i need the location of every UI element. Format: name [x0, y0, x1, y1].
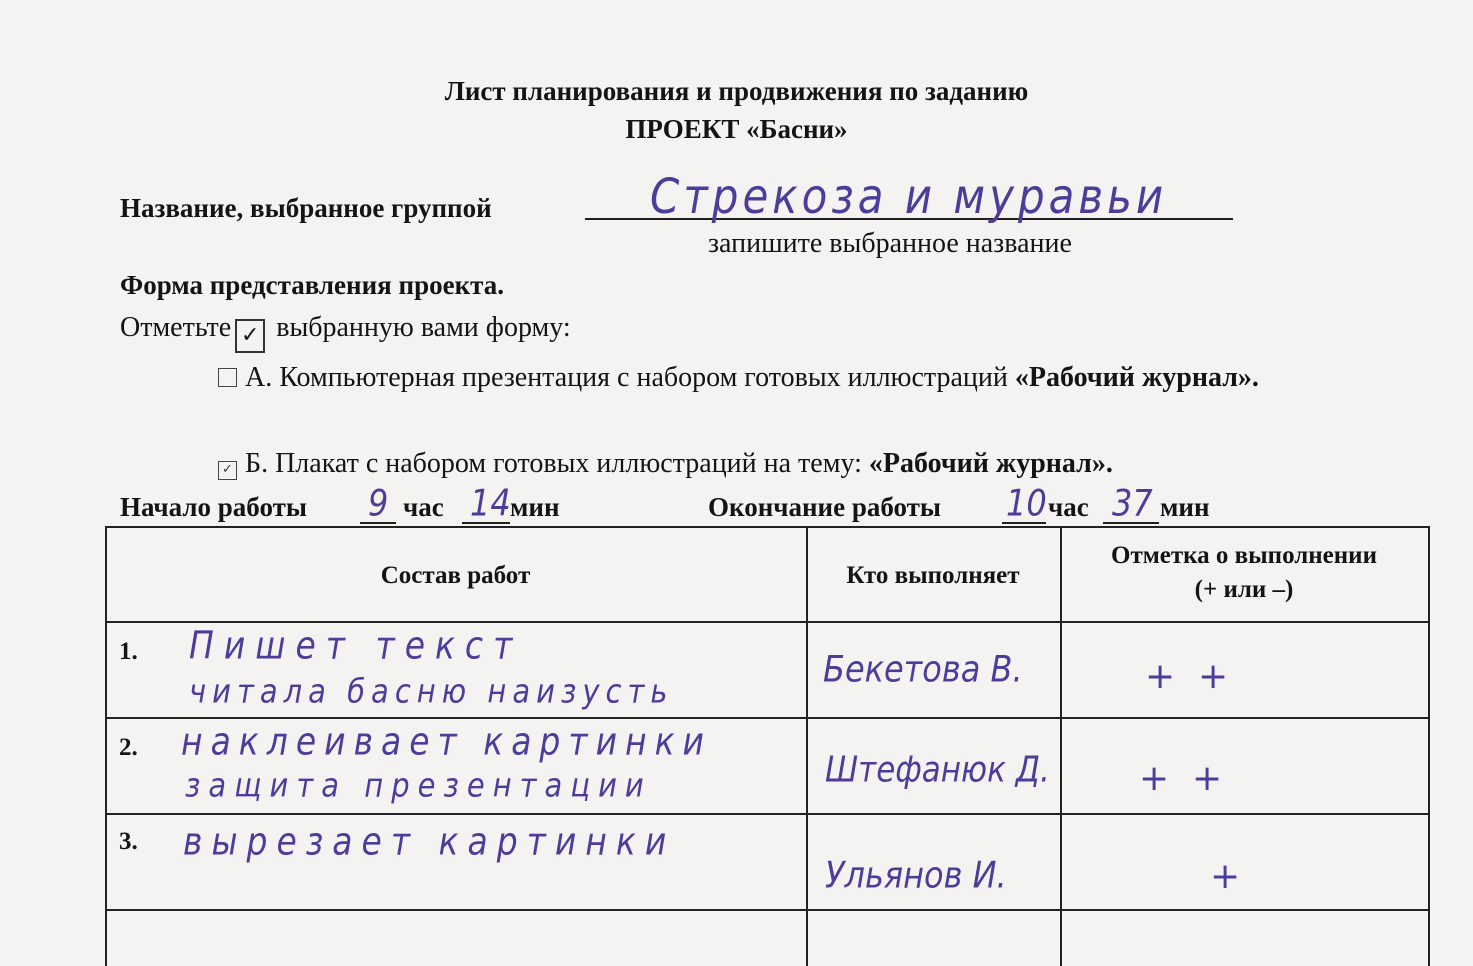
start-minute-unit: мин — [510, 492, 560, 522]
row-marks[interactable]: + — [1210, 856, 1241, 897]
checkbox-checked-icon[interactable]: ✓ — [218, 461, 237, 480]
option-a[interactable] — [218, 354, 1328, 402]
option-a-bold: «Рабочий журнал». — [1014, 362, 1259, 393]
row-number: 2. — [119, 734, 138, 761]
table-border-top — [105, 526, 1430, 528]
end-minute[interactable]: 37 — [1112, 481, 1153, 525]
row-who[interactable]: Ульянов И. — [825, 853, 1007, 897]
row-who[interactable]: Бекетова В. — [823, 647, 1023, 691]
project-title: ПРОЕКТ «Басни» — [625, 114, 848, 144]
option-a-key: А. — [245, 362, 273, 393]
start-hour-unit: час — [403, 492, 444, 522]
end-minute-unit: мин — [1160, 492, 1210, 522]
row-marks[interactable]: + + — [1139, 758, 1223, 799]
form-instruction — [120, 312, 571, 353]
row-task-line1[interactable]: Пишет текст — [189, 623, 523, 668]
table-row-divider — [105, 813, 1430, 815]
option-b[interactable] — [218, 448, 1113, 480]
row-task-line1[interactable]: наклеивает картинки — [181, 719, 712, 764]
row-who[interactable]: Штефанюк Д. — [825, 749, 1050, 791]
start-minute[interactable]: 14 — [470, 481, 511, 525]
checkmark-box-icon: ✓ — [235, 319, 265, 353]
option-b-bold: «Рабочий журнал». — [868, 448, 1113, 479]
row-number: 3. — [119, 828, 138, 855]
end-hour[interactable]: 10 — [1006, 481, 1047, 525]
row-task-line2[interactable]: читала басню наизусть — [189, 671, 674, 711]
end-label: Окончание работы — [708, 492, 941, 522]
header-who: Кто выполняет — [846, 562, 1020, 589]
checkbox-empty-icon[interactable] — [218, 368, 237, 387]
option-b-text: Плакат с набором готовых иллюстраций на тему: — [275, 448, 869, 479]
end-hour-unit: час — [1048, 492, 1089, 522]
instruction-after: выбранную вами форму: — [276, 312, 571, 343]
row-task-line1[interactable]: вырезает картинки — [183, 819, 676, 864]
row-task-line2[interactable]: защита презентации — [185, 765, 652, 805]
form-heading: Форма представления проекта. — [120, 270, 504, 300]
option-a-text: Компьютерная презентация с набором готовых иллюстраций — [279, 362, 1015, 393]
header-tasks: Состав работ — [380, 562, 531, 589]
row-marks[interactable]: + + — [1145, 656, 1229, 697]
option-b-key: Б. — [245, 448, 269, 479]
document-title: Лист планирования и продвижения по заданию — [444, 76, 1029, 106]
header-status-hint: (+ или –) — [1194, 576, 1294, 603]
group-name-hint: запишите выбранное название — [708, 228, 1072, 259]
row-number: 1. — [119, 638, 138, 665]
table-border-left — [105, 526, 107, 966]
table-row-divider — [105, 909, 1430, 911]
header-status: Отметка о выполнении — [1111, 542, 1377, 569]
instruction-before: Отметьте — [120, 312, 232, 343]
work-table — [105, 526, 1430, 966]
start-label: Начало работы — [120, 492, 307, 522]
table-border-right — [1428, 526, 1430, 966]
group-name-label: Название, выбранное группой — [120, 193, 492, 223]
table-col-divider — [806, 526, 808, 966]
group-name-handwritten[interactable]: Стрекоза и муравьи — [650, 168, 1168, 225]
start-hour[interactable]: 9 — [368, 481, 389, 525]
